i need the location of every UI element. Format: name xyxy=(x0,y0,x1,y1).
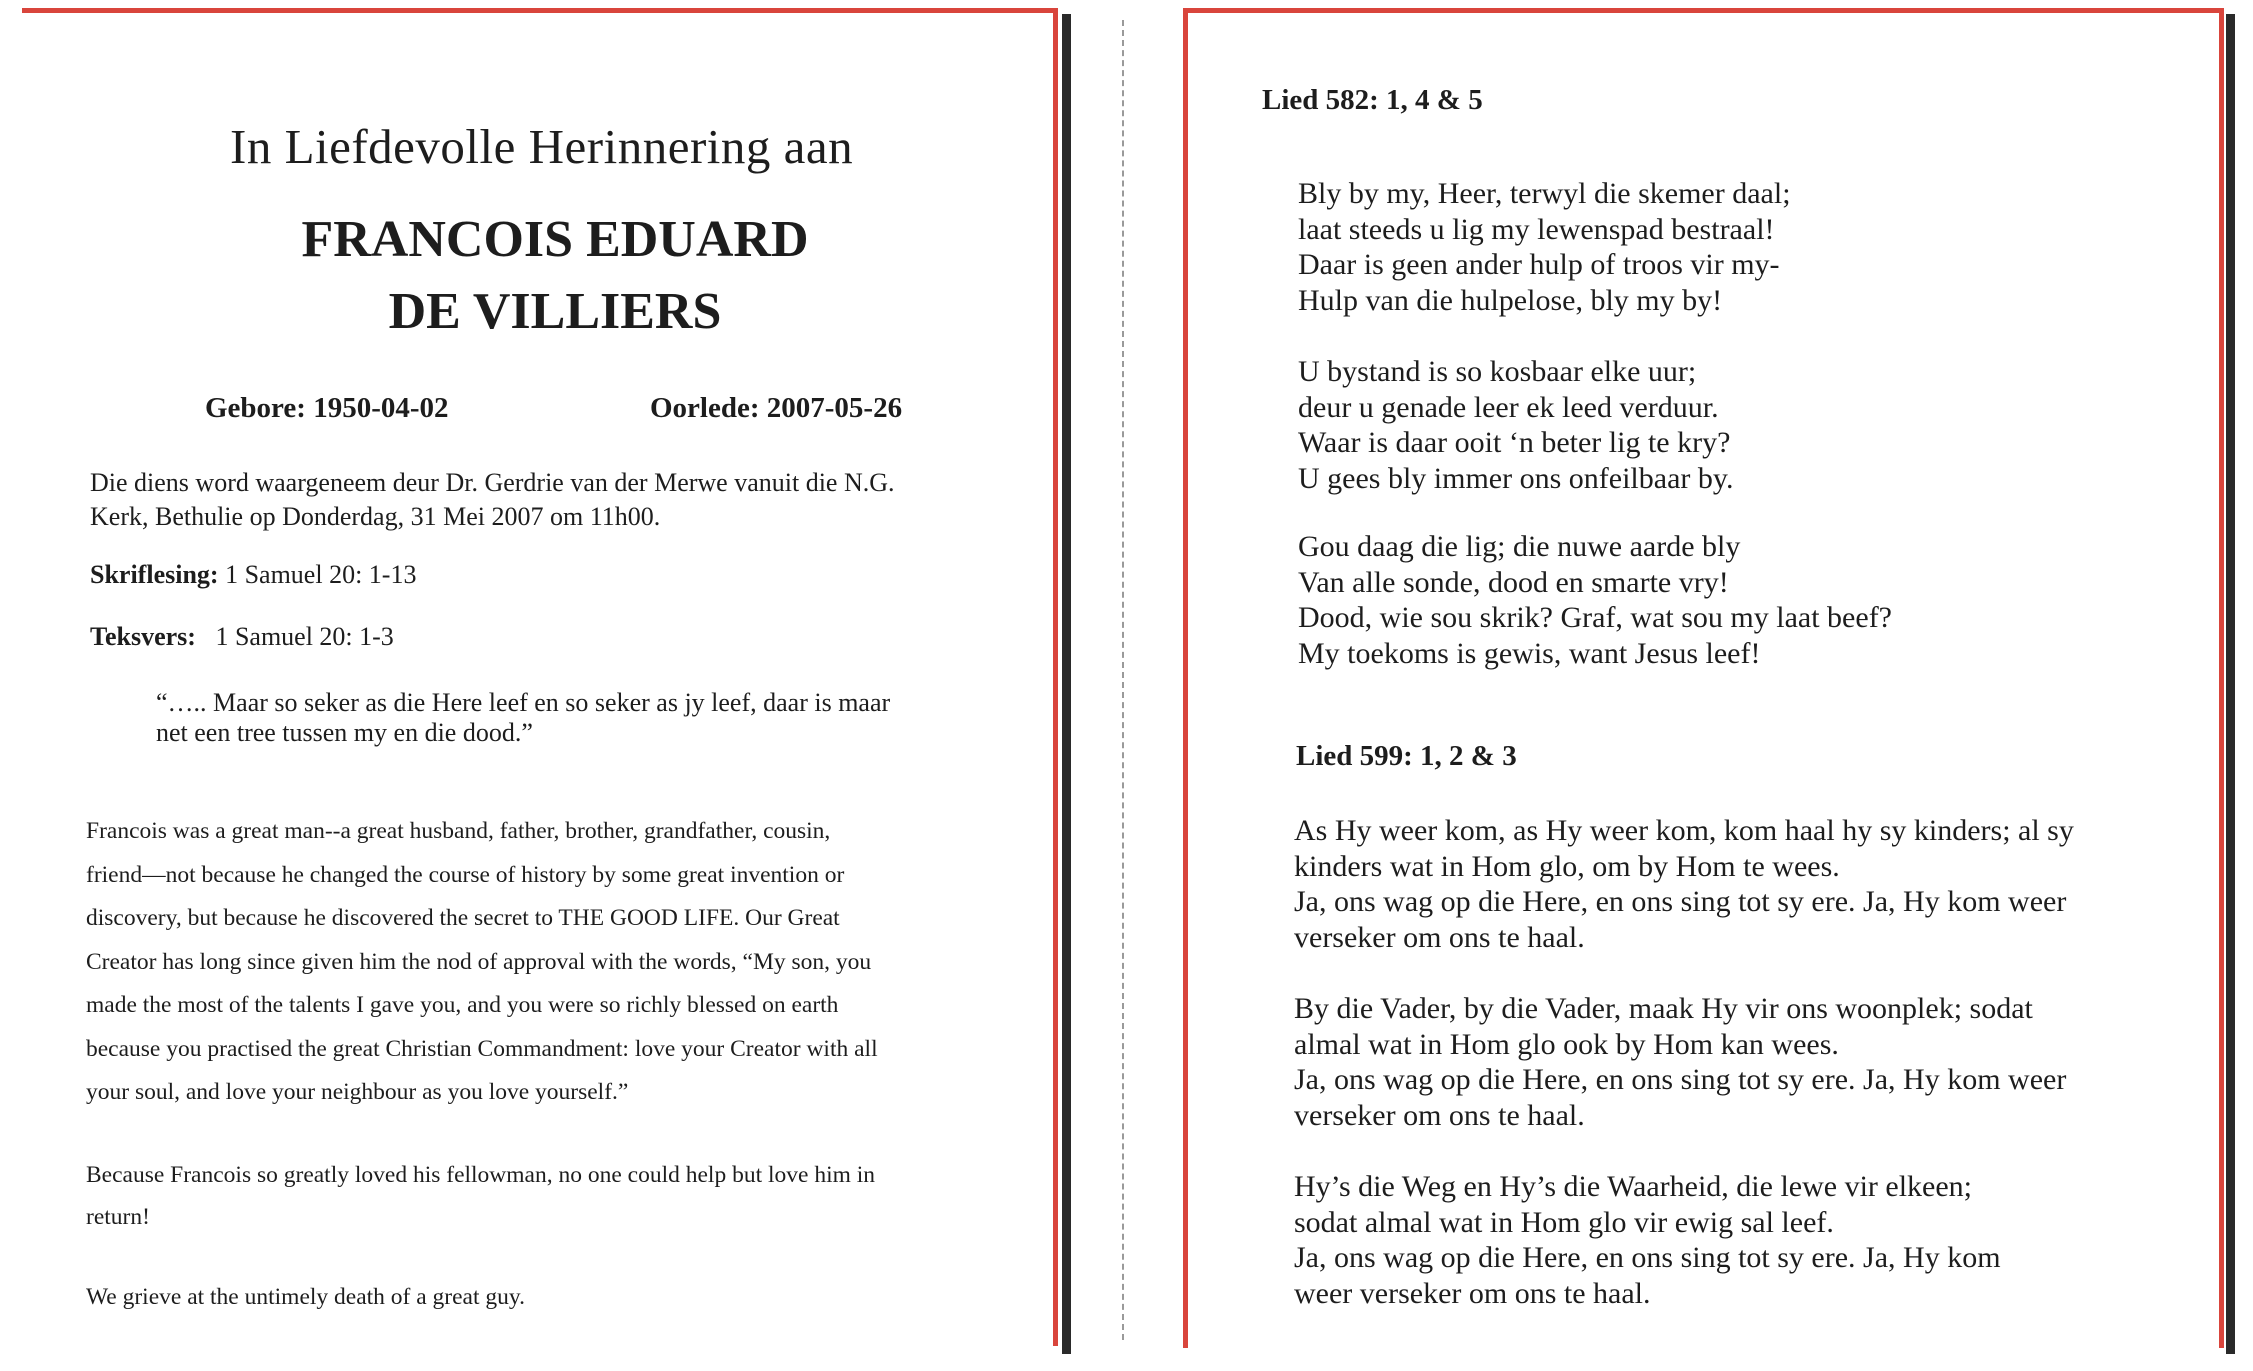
hymn-599-verse-2 xyxy=(1294,991,2066,1133)
hymn-599-verse-3 xyxy=(1294,1169,2001,1311)
fellowman-paragraph xyxy=(86,1154,875,1238)
verse-line: Gou daag die lig; die nuwe aarde bly xyxy=(1298,530,1741,563)
birth-date xyxy=(205,392,449,425)
right-page-edge xyxy=(2226,14,2235,1354)
hymn-582-verse-3 xyxy=(1298,529,1892,671)
reading-label: Skriflesing: xyxy=(90,560,219,589)
verse-line: By die Vader, by die Vader, maak Hy vir ons woonplek; sodat xyxy=(1294,992,2033,1025)
verse-line: deur u genade leer ek leed verduur. xyxy=(1298,390,1719,424)
quote-line: net een tree tussen my en die dood.” xyxy=(156,718,533,747)
verse-line: Hy’s die Weg en Hy’s die Waarheid, die lewe vir elkeen; xyxy=(1294,1170,1973,1203)
verse-line: Ja, ons wag op die Here, en ons sing tot sy ere. Ja, Hy kom weer xyxy=(1294,885,2067,918)
verse-line: Daar is geen ander hulp of troos vir my- xyxy=(1298,248,1780,281)
death-value: 2007-05-26 xyxy=(766,392,903,424)
service-details xyxy=(90,466,895,534)
death-label: Oorlede: xyxy=(650,392,760,424)
tribute-line: friend—not because he changed the course of history by some great invention or xyxy=(86,861,845,888)
verse-line: verseker om ons te haal. xyxy=(1294,920,1585,954)
verse-line: As Hy weer kom, as Hy weer kom, kom haal hy sy kinders; al sy xyxy=(1294,814,2074,847)
verse-line: Dood, wie sou skrik? Graf, wat sou my laat beef? xyxy=(1298,601,1892,634)
text-verse-label: Teksvers: xyxy=(90,622,196,651)
deceased-name-line2: DE VILLIERS xyxy=(388,283,722,340)
reading-value: 1 Samuel 20: 1-13 xyxy=(225,560,417,589)
left-page xyxy=(22,8,1058,1346)
hymn-599-verse-1 xyxy=(1294,813,2074,955)
verse-line: Waar is daar ooit ‘n beter lig te kry? xyxy=(1298,426,1731,459)
fellowman-line: Because Francois so greatly loved his fellowman, no one could help but love him in xyxy=(86,1162,876,1188)
hymn-582-title: Lied 582: 1, 4 & 5 xyxy=(1262,84,1483,116)
tribute-line: your soul, and love your neighbour as you love yourself.” xyxy=(86,1079,629,1105)
verse-line: kinders wat in Hom glo, om by Hom te wees. xyxy=(1294,849,1840,883)
verse-line: Bly by my, Heer, terwyl die skemer daal; xyxy=(1298,177,1791,210)
verse-line: Hulp van die hulpelose, bly my by! xyxy=(1298,283,1723,317)
service-line: Kerk, Bethulie op Donderdag, 31 Mei 2007 om 11h00. xyxy=(90,502,661,531)
tribute-line: discovery, but because he discovered the secret to THE GOOD LIFE. Our Great xyxy=(86,905,840,931)
tribute-line: Francois was a great man--a great husband, father, brother, grandfather, cousin, xyxy=(86,818,831,844)
text-verse xyxy=(90,622,394,652)
text-verse-value: 1 Samuel 20: 1-3 xyxy=(215,622,394,651)
deceased-name-line1: FRANCOIS EDUARD xyxy=(301,211,809,268)
scripture-reading xyxy=(90,560,416,590)
service-line: Die diens word waargeneem deur Dr. Gerdrie van der Merwe vanuit die N.G. xyxy=(90,468,895,497)
verse-line: weer verseker om ons te haal. xyxy=(1294,1276,1651,1310)
quote-line: “….. Maar so seker as die Here leef en so seker as jy leef, daar is maar xyxy=(156,688,891,717)
birth-value: 1950-04-02 xyxy=(313,392,449,424)
verse-line: sodat almal wat in Hom glo vir ewig sal leef. xyxy=(1294,1205,1834,1239)
fold-line xyxy=(1122,20,1124,1340)
verse-line: Ja, ons wag op die Here, en ons sing tot sy ere. Ja, Hy kom xyxy=(1294,1241,2001,1274)
tribute-line: made the most of the talents I gave you, and you were so richly blessed on earth xyxy=(86,992,839,1018)
hymn-582-verse-1 xyxy=(1298,176,1791,318)
left-page-edge xyxy=(1062,14,1071,1354)
verse-line: verseker om ons te haal. xyxy=(1294,1098,1585,1132)
hymn-599-title: Lied 599: 1, 2 & 3 xyxy=(1296,740,1517,772)
verse-line: Ja, ons wag op die Here, en ons sing tot sy ere. Ja, Hy kom weer xyxy=(1294,1063,2067,1096)
verse-line: U bystand is so kosbaar elke uur; xyxy=(1298,355,1697,388)
hymn-582-verse-2 xyxy=(1298,354,1733,496)
memorial-heading: In Liefdevolle Herinnering aan xyxy=(230,119,854,174)
verse-line: laat steeds u lig my lewenspad bestraal! xyxy=(1298,212,1775,246)
death-date xyxy=(650,392,902,425)
tribute-line: Creator has long since given him the nod of approval with the words, “My son, you xyxy=(86,948,872,975)
verse-line: My toekoms is gewis, want Jesus leef! xyxy=(1298,636,1761,670)
verse-line: almal wat in Hom glo ook by Hom kan wees. xyxy=(1294,1027,1839,1061)
scripture-quote xyxy=(156,688,890,748)
verse-line: Van alle sonde, dood en smarte vry! xyxy=(1298,565,1729,599)
fellowman-line: return! xyxy=(86,1204,150,1230)
verse-line: U gees bly immer ons onfeilbaar by. xyxy=(1298,461,1734,495)
tribute-line: because you practised the great Christian Commandment: love your Creator with all xyxy=(86,1035,878,1062)
birth-label: Gebore: xyxy=(205,392,306,424)
grieve-line: We grieve at the untimely death of a great guy. xyxy=(86,1284,525,1310)
tribute-paragraph xyxy=(86,810,878,1115)
